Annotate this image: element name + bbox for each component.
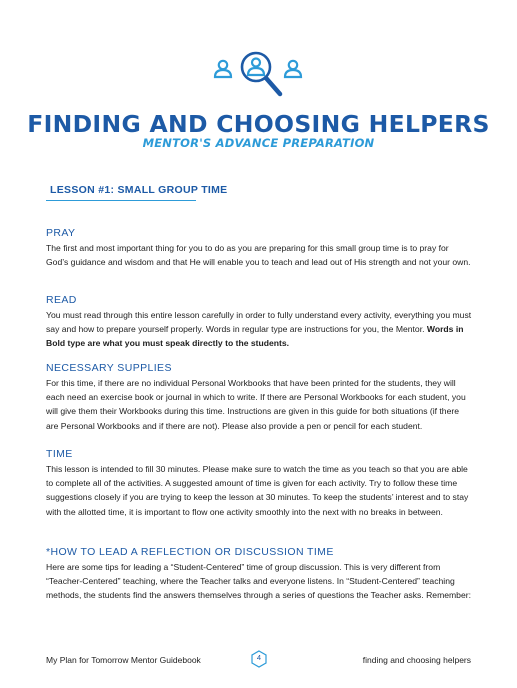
section-text: You must read through this entire lesson carefully in order to fully understand every activity, everything you must say and how to prepare yourself properly. Words in regular type are instructions for you, the Mentor. — [46, 310, 472, 335]
section-time — [46, 448, 472, 519]
page-number: 4 — [256, 653, 262, 662]
section-text: Here are some tips for leading a “Student-Centered” time of group discussion. This is very different from “Teacher-Centered” teaching, where the Teacher talks and everyone listens. In “Student-Centered” teaching methods, the students find the answers themselves through a series of questions the Teacher asks. Remember: — [46, 562, 471, 601]
page-title: FINDING AND CHOOSING HELPERS — [27, 110, 490, 138]
lesson-underline — [46, 200, 196, 201]
section-heading: *HOW TO LEAD A REFLECTION OR DISCUSSION TIME — [46, 546, 334, 558]
section-necessary-supplies — [46, 362, 472, 433]
footer-book-title: My Plan for Tomorrow Mentor Guidebook — [46, 655, 201, 665]
section-text: The first and most important thing for you to do as you are preparing for this small group time is to pray for God’s guidance and wisdom and that He will enable you to teach and lead out of His strength and not your own. — [46, 243, 471, 268]
lesson-label: LESSON #1: SMALL GROUP TIME — [50, 184, 228, 196]
page-subtitle: MENTOR'S ADVANCE PREPARATION — [142, 136, 375, 150]
section-heading: READ — [46, 294, 77, 306]
page-number-badge — [251, 650, 267, 668]
section-heading: TIME — [46, 448, 73, 460]
section-reflection-discussion — [46, 546, 472, 603]
magnifier-people-icon — [210, 50, 306, 100]
section-heading: NECESSARY SUPPLIES — [46, 362, 172, 374]
section-text: This lesson is intended to fill 30 minutes. Please make sure to watch the time as you teach so that you are able to complete all of the activities. A suggested amount of time is given for each activity. Try to follow these time suggestions closely if you are trying to keep the lesson at 30 minutes. To keep the students’ interest and to stay with the allotted time, it is important to flow one activity smoothly into the next with no breaks in between. — [46, 464, 469, 517]
section-heading: PRAY — [46, 227, 76, 239]
section-bold-text: Words in Bold type are what you must speak directly to the students. — [46, 324, 464, 349]
footer-section-title: finding and choosing helpers — [362, 655, 471, 665]
section-text: For this time, if there are no individual Personal Workbooks that have been printed for the students, they will each need an exercise book or journal in which to write. If there are Personal Workbooks for each student, you will give them their Workbooks during this time. Instructions are given in this guide for both situations (if there are Personal Workbooks and if there are not). Please also provide a pen or pencil for each student. — [46, 378, 466, 431]
section-pray — [46, 227, 472, 269]
section-read — [46, 294, 472, 351]
